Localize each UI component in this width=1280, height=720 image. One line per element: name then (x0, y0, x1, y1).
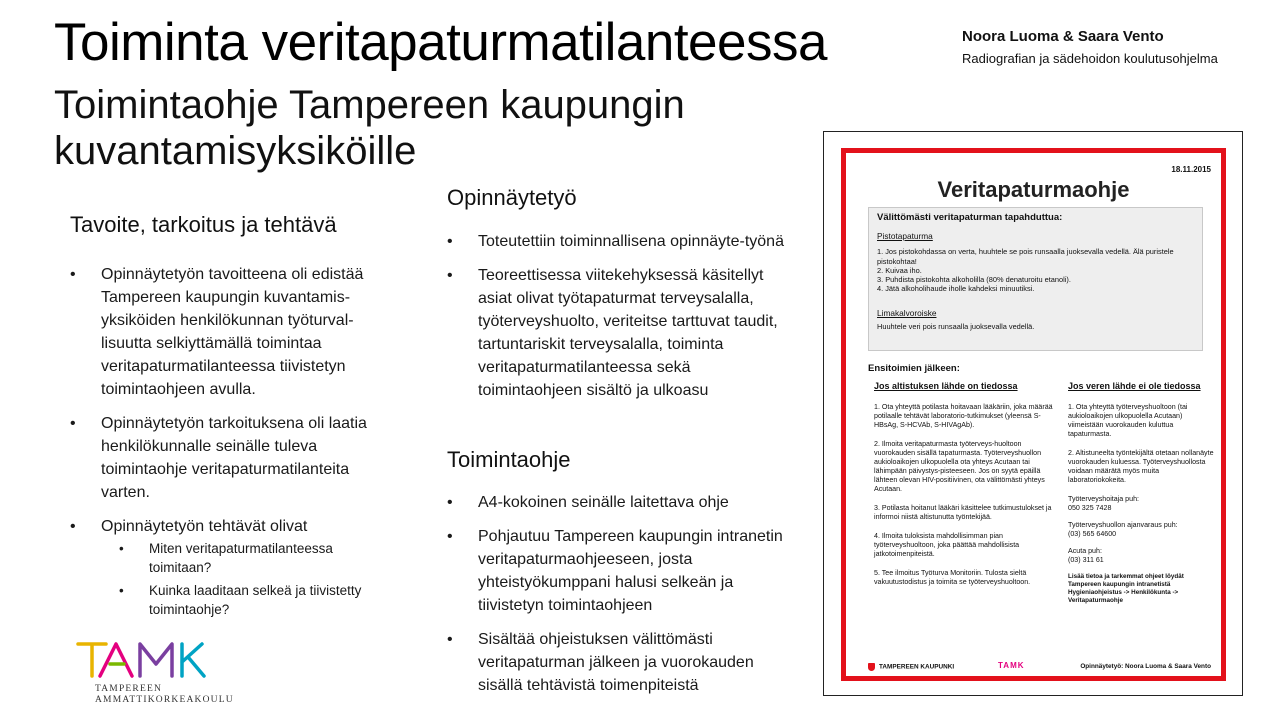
contact-label: Työterveyshoitaja puh: (1068, 495, 1139, 503)
middle-bullets-1 (447, 230, 792, 413)
col-item: 5. Tee ilmoitus Työturva Monitoriin. Tulosta sieltä vakuutustodistus ja toimita se työterveyshuoltoon. (874, 569, 1031, 586)
middle-bullets-2 (447, 491, 792, 708)
pisto-heading: Pistotapaturma (877, 231, 933, 242)
bullet-text: Opinnäytetyön tavoitteena oli edistää Tampereen kaupungin kuvantamis-yksiköiden henkilökunnan työturval-lisuutta selkiyttämällä toimintaa veritapaturmatilanteessa tiivistetyn toimintaohjeen avulla. (101, 266, 364, 398)
contact-value: 050 325 7428 (1068, 504, 1112, 512)
col-item: 2. Altistuneelta työntekijältä otetaan nollanäyte vuorokauden kuluessa. Työterveyshuollosta voidaan määrätä myös muita laboratoriokokeita. (1068, 449, 1214, 484)
list-item: • Sisältää ohjeistuksen välittömästi veritapaturman jälkeen ja vuorokauden sisällä tehtävistä toimenpiteistä (447, 628, 792, 697)
col-item: 3. Potilasta hoitanut lääkäri käsittelee tutkimustulokset ja informoi niistä altistunutta työntekijää. (874, 504, 1052, 521)
heading-tavoite: Tavoite, tarkoitus ja tehtävä (70, 212, 337, 237)
box-heading: Välittömästi veritapaturman tapahduttua: (877, 212, 1063, 223)
contact (1068, 547, 1218, 565)
tamk-logo-text (95, 684, 234, 706)
list-item: • Teoreettisessa viitekehyksessä käsitellyt asiat olivat työtapaturmat terveysalalla, työterveyshuolto, veriteitse tarttuvat taudit, tartuntariskit terveysalalla, toiminta veritapaturmatilanteessa sekä toimintaohjeen sisältö ja ulkoasu (447, 264, 792, 402)
pisto-line: 2. Kuivaa iho. (877, 265, 922, 275)
logo-line-2: AMMATTIKORKEAKOULU (95, 695, 234, 705)
logo-line-1: TAMPEREEN (95, 684, 163, 694)
list-item: • Pohjautuu Tampereen kaupungin intranetin veritapaturmaohjeeseen, josta yhteistyökumppani halusi selkeän ja tiivistetyn toimintaohjeen (447, 525, 792, 617)
footer-tamk-logo: TAMK (998, 661, 1025, 670)
contact-label: Acuta puh: (1068, 547, 1102, 555)
heading-toimintaohje: Toimintaohje (447, 447, 571, 472)
col-item: 4. Ilmoita tuloksista mahdollisimman pian työterveyshuoltoon, joka päättää mahdollisista jatkotoimenpiteistä. (874, 532, 1020, 558)
authors: Noora Luoma & Saara Vento (962, 28, 1164, 45)
poster-col-known (874, 382, 1054, 597)
contact (1068, 521, 1218, 539)
poster (841, 148, 1226, 681)
list-item (70, 263, 390, 401)
list-item: • A4-kokoinen seinälle laitettava ohje (447, 491, 792, 514)
limakalvo-heading: Limakalvoroiske (877, 308, 937, 319)
sub-bullets (101, 539, 390, 619)
footer-city-text: TAMPEREEN KAUPUNKI (879, 663, 955, 671)
sub-list-item: • Kuinka laaditaan selkeä ja tiivistetty toimintaohje? (101, 581, 390, 619)
poster-title: Veritapaturmaohje (937, 177, 1130, 202)
list-item (70, 412, 390, 504)
col-heading: Jos altistuksen lähde on tiedossa (874, 381, 1018, 391)
poster-immediate-box (868, 207, 1203, 351)
bullet-text: Opinnäytetyön tehtävät olivat (101, 518, 308, 535)
poster-col-unknown (1068, 382, 1218, 605)
limakalvo-text: Huuhtele veri pois runsaalla juoksevalla vedellä. (877, 321, 1035, 331)
poster-footer (868, 660, 1211, 674)
col-item: 1. Ota yhteyttä potilasta hoitavaan lääkäriin, joka määrää potilaalle tehtävät laboratorio-tutkimukset (yleensä S-HBsAg, S-HCVAb, S-HIVAgAb). (874, 403, 1053, 429)
col-item: 2. Ilmoita veritapaturmasta työterveys-huoltoon vuorokauden sisällä tapaturmasta. Työterveyshuollon aukioloaikojen ulkopuolella ota yhteys Acutaan tai lähimpään päivystys-pisteeseen. Jos on syytä epäillä lähteen olevan HIV-positiivinen, ota välittömästi yhteys Acutaan. (874, 440, 1045, 493)
pisto-line: 1. Jos pistokohdassa on verta, huuhtele se pois runsaalla juoksevalla vedellä. Älä puristele pistokohtaa! (877, 247, 1174, 266)
pisto-line: 3. Puhdista pistokohta alkoholilla (80% denaturoitu etanoli). (877, 275, 1071, 285)
col-item: 1. Ota yhteyttä työterveyshuoltoon (tai aukioloaikojen ulkopuolella Acutaan) viimeistään vuorokauden kuluttua tapaturmasta. (1068, 403, 1188, 438)
contact-value: (03) 565 64600 (1068, 530, 1117, 538)
poster-date: 18.11.2015 (1171, 165, 1211, 174)
left-bullets (70, 263, 390, 630)
heading-opinnaytetyo: Opinnäytetyö (447, 185, 577, 210)
page-title: Toiminta veritapaturmatilanteessa (54, 13, 827, 72)
pisto-line: 4. Jätä alkoholihaude iholle kahdeksi minuutiksi. (877, 284, 1035, 294)
contact-value: (03) 311 61 (1068, 556, 1104, 564)
page-subtitle: Toimintaohje Tampereen kaupungin kuvantamisyksiköille (54, 83, 685, 173)
more-info: Lisää tietoa ja tarkemmat ohjeet löydät Tampereen kaupungin intranetistä Hygieniaohjeistus -> Henkilökunta -> Veritapaturmaohje (1068, 573, 1184, 604)
list-item (70, 515, 390, 619)
city-crest-icon (868, 663, 875, 671)
bullet-text: Opinnäytetyön tarkoituksena oli laatia henkilökunnalle seinälle tuleva toimintaohje veritapaturmatilanteita varten. (101, 415, 367, 501)
sub-list-item: • Miten veritapaturmatilanteessa toimitaan? (101, 539, 390, 577)
footer-city (868, 663, 954, 671)
list-item: • Toteutettiin toiminnallisena opinnäyte-työnä (447, 230, 792, 253)
after-heading: Ensitoimien jälkeen: (868, 363, 960, 374)
contact (1068, 495, 1218, 513)
contact-label: Työterveyshuollon ajanvaraus puh: (1068, 521, 1178, 529)
footer-authors: Opinnäytetyö: Noora Luoma & Saara Vento (1080, 663, 1211, 670)
program-name: Radiografian ja sädehoidon koulutusohjelma (962, 51, 1218, 66)
col-heading: Jos veren lähde ei ole tiedossa (1068, 381, 1201, 391)
